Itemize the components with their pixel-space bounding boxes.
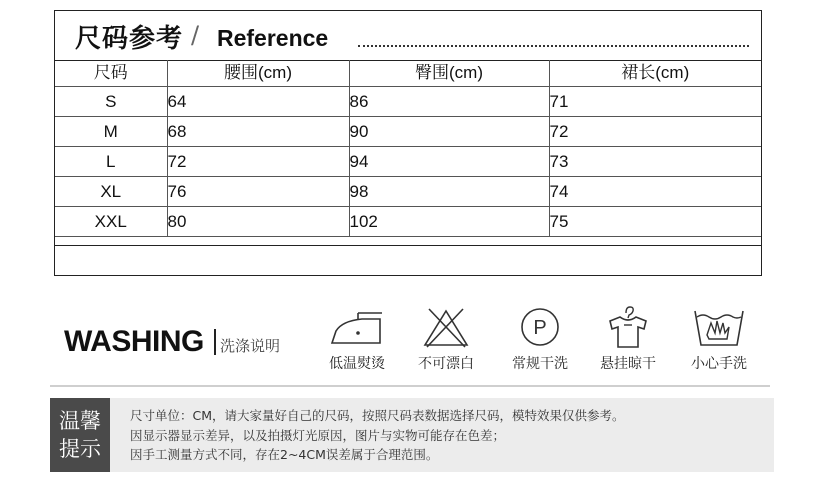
cell-hip: 86	[349, 87, 549, 117]
cell-hip: 98	[349, 177, 549, 207]
washing-title-divider	[214, 329, 216, 355]
cell-length: 73	[549, 147, 761, 177]
tips-badge-line: 提示	[59, 437, 101, 461]
table-row	[55, 87, 761, 117]
column-header-row	[55, 60, 761, 87]
care-label: 常规干洗	[512, 356, 568, 372]
table-title-cn: 尺码参考	[75, 24, 184, 54]
care-label: 悬挂晾干	[600, 356, 656, 372]
col-header-length: 裙长(cm)	[549, 60, 761, 87]
hang-dry-icon	[602, 305, 654, 349]
tips-line: 尺寸单位：CM，请大家量好自己的尺码，按照尺码表数据选择尺码，模特效果仅供参考。	[130, 408, 625, 423]
dotted-divider	[358, 45, 749, 47]
low-temp-iron-icon	[328, 305, 386, 349]
cell-length: 75	[549, 207, 761, 237]
table-row	[55, 147, 761, 177]
size-reference-table	[54, 10, 762, 276]
col-header-size: 尺码	[55, 60, 167, 87]
col-header-waist: 腰围(cm)	[167, 60, 349, 87]
table-title-separator: /	[191, 21, 200, 49]
no-bleach-icon	[421, 305, 471, 349]
table-row	[55, 177, 761, 207]
hand-wash-icon	[691, 305, 747, 349]
dry-clean-p-icon	[517, 305, 563, 349]
tips-section	[50, 398, 774, 472]
care-item-bleach	[406, 305, 486, 373]
col-header-hip: 臀围(cm)	[349, 60, 549, 87]
cell-size: XXL	[55, 207, 167, 237]
table-row	[55, 207, 761, 237]
cell-length: 74	[549, 177, 761, 207]
cell-waist: 80	[167, 207, 349, 237]
cell-size: S	[55, 87, 167, 117]
cell-waist: 68	[167, 117, 349, 147]
tips-line: 因显示器显示差异，以及拍摄灯光原因，图片与实物可能存在色差；	[130, 427, 506, 443]
tips-line: 因手工测量方式不同，存在2~4CM误差属于合理范围。	[130, 447, 439, 462]
table-row	[55, 117, 761, 147]
care-label: 低温熨烫	[329, 356, 385, 372]
blank-row-divider	[55, 236, 761, 237]
cell-length: 71	[549, 87, 761, 117]
tips-badge-line: 温馨	[59, 409, 101, 433]
cell-waist: 64	[167, 87, 349, 117]
cell-size: XL	[55, 177, 167, 207]
cell-hip: 102	[349, 207, 549, 237]
cell-hip: 90	[349, 117, 549, 147]
care-item-iron	[317, 305, 397, 373]
cell-size: M	[55, 117, 167, 147]
tips-text	[130, 406, 625, 465]
washing-title: WASHING	[64, 325, 204, 358]
washing-subtitle: 洗涤说明	[220, 337, 281, 355]
cell-hip: 94	[349, 147, 549, 177]
cell-waist: 76	[167, 177, 349, 207]
size-grid	[55, 60, 761, 237]
care-item-hang	[588, 305, 668, 373]
cell-waist: 72	[167, 147, 349, 177]
care-item-handwash	[679, 305, 759, 373]
washing-section	[50, 295, 770, 387]
care-item-dryclean	[500, 305, 580, 373]
care-label: 小心手洗	[691, 356, 747, 372]
table-header-bar	[55, 11, 761, 61]
cell-length: 72	[549, 117, 761, 147]
cell-size: L	[55, 147, 167, 177]
svg-text:P: P	[533, 317, 547, 339]
blank-row-divider	[55, 245, 761, 246]
care-label: 不可漂白	[418, 356, 474, 372]
table-title-en: Reference	[217, 25, 329, 51]
tips-badge	[50, 398, 110, 472]
